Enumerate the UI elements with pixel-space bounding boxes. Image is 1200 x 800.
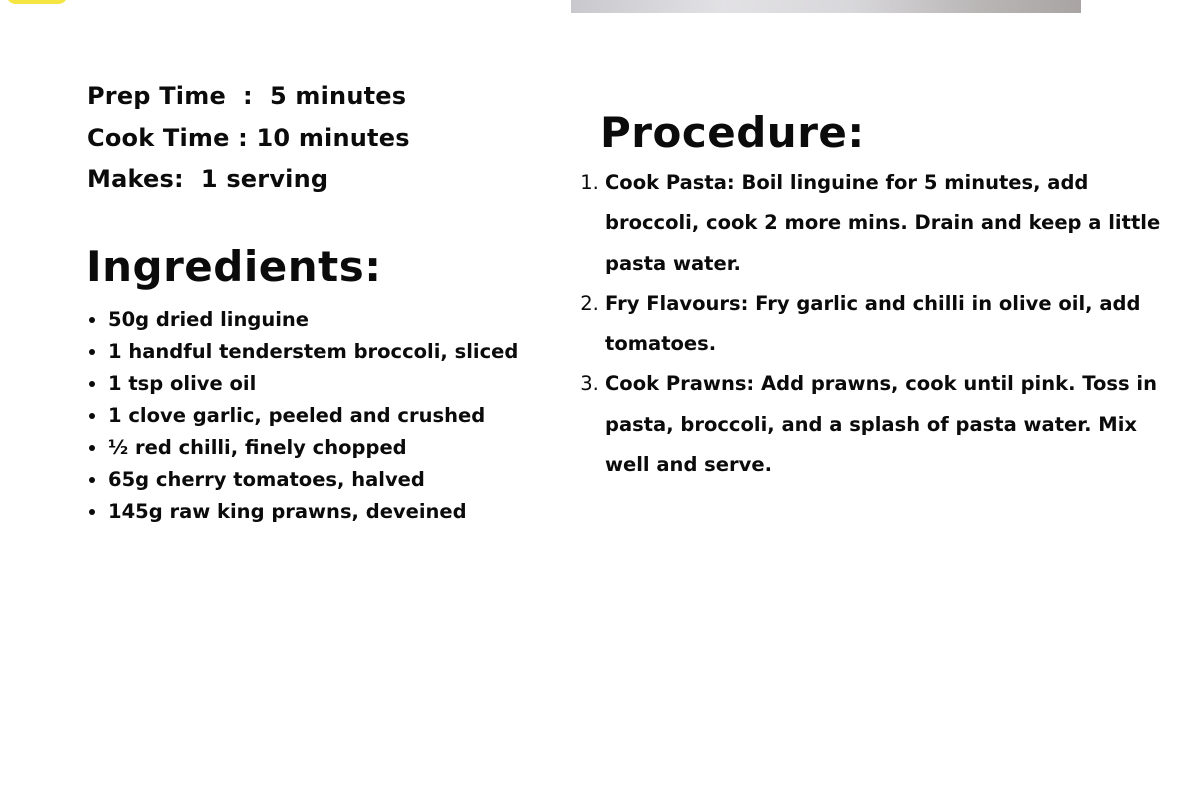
procedure-steps [585, 163, 1185, 485]
ingredient-item: • 1 handful tenderstem broccoli, sliced [108, 336, 518, 368]
ingredient-item: • 50g dried linguine [108, 304, 518, 336]
ingredients-heading: Ingredients: [86, 242, 382, 291]
ingredient-item: • 1 tsp olive oil [108, 368, 518, 400]
ingredients-list [86, 304, 518, 528]
decorative-yellow-shape [6, 0, 68, 4]
procedure-step: 1. Cook Pasta: Boil linguine for 5 minutes, add broccoli, cook 2 more mins. Drain and keep a little pasta water. [605, 163, 1185, 284]
ingredient-item: • 1 clove garlic, peeled and crushed [108, 400, 518, 432]
dish-photo-edge [571, 0, 1081, 13]
servings: Makes: 1 serving [87, 165, 329, 193]
ingredient-item: • 145g raw king prawns, deveined [108, 496, 518, 528]
recipe-meta [87, 76, 410, 201]
ingredient-item: • 65g cherry tomatoes, halved [108, 464, 518, 496]
prep-time: Prep Time : 5 minutes [87, 82, 407, 110]
ingredient-item: • ½ red chilli, finely chopped [108, 432, 518, 464]
procedure-heading: Procedure: [600, 108, 865, 157]
procedure-step: 2. Fry Flavours: Fry garlic and chilli in olive oil, add tomatoes. [605, 284, 1185, 365]
cook-time: Cook Time : 10 minutes [87, 123, 410, 152]
procedure-step: 3. Cook Prawns: Add prawns, cook until pink. Toss in pasta, broccoli, and a splash of pasta water. Mix well and serve. [605, 364, 1185, 485]
